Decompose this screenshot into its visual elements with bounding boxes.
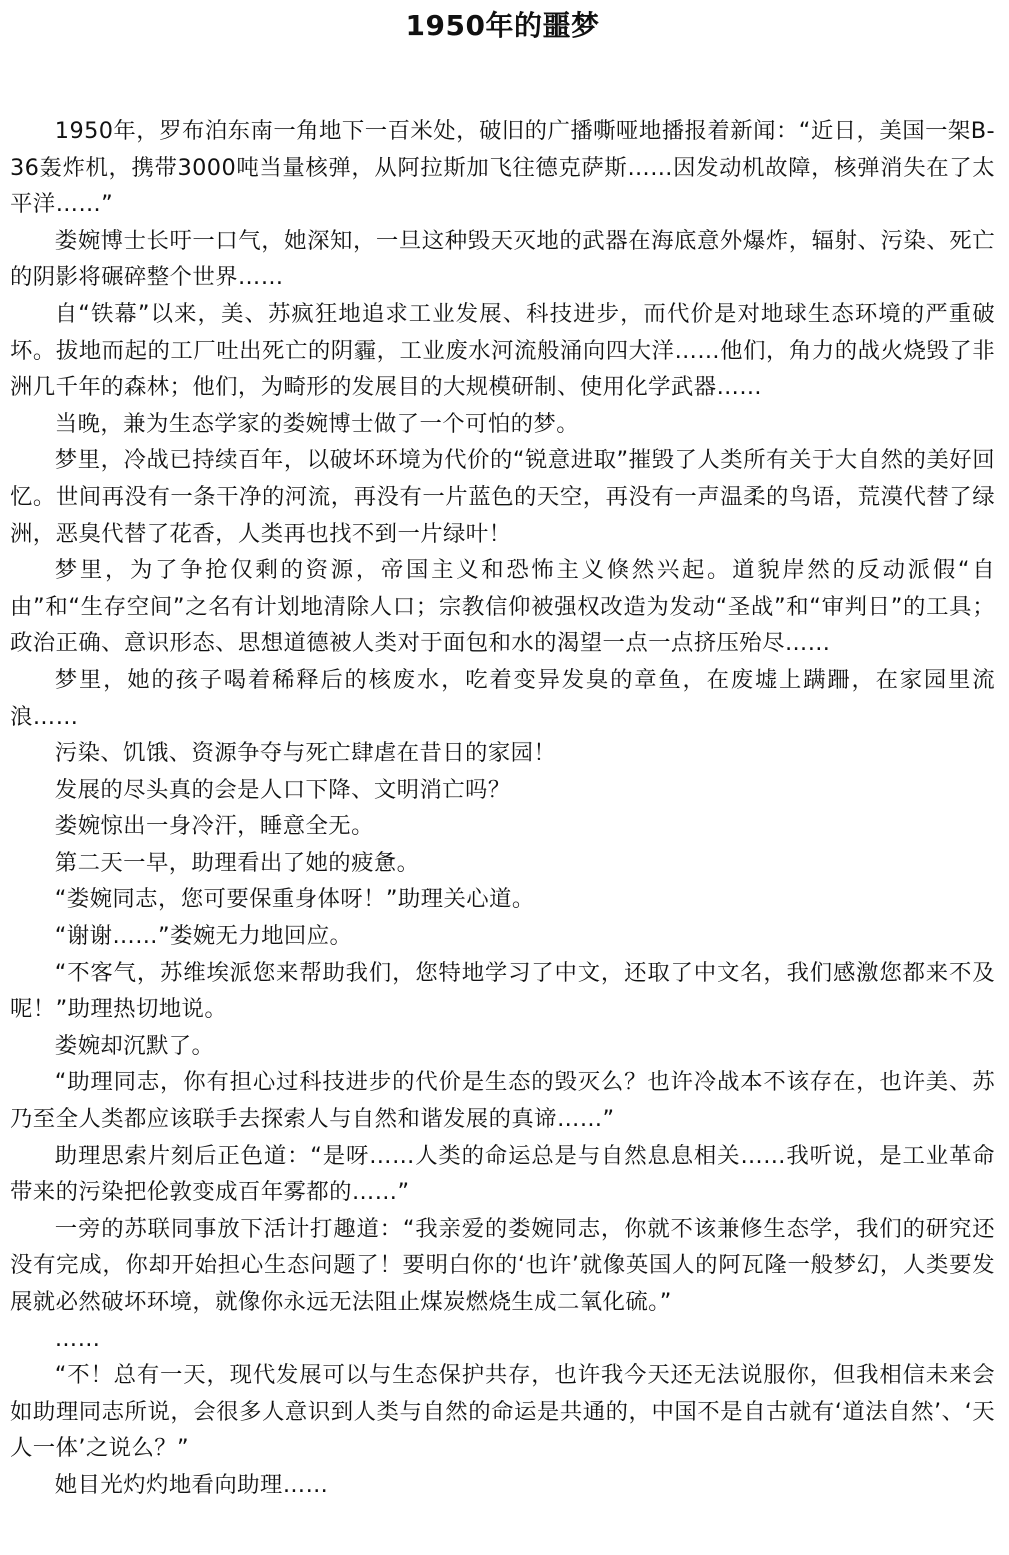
article-body <box>10 113 995 1504</box>
paragraph: 她目光灼灼地看向助理…… <box>54 1471 329 1498</box>
paragraph: 1950年，罗布泊东南一角地下一百米处，破旧的广播嘶哑地播报着新闻：“近日，美国一架B-36轰炸机，携带3000吨当量核弹，从阿拉斯加飞往德克萨斯……因发动机故障，核弹消失在了太平洋……” <box>10 118 995 218</box>
paragraph: 第二天一早，助理看出了她的疲惫。 <box>54 849 420 876</box>
paragraph: 梦里，冷战已持续百年，以破坏环境为代价的“锐意进取”摧毁了人类所有关于大自然的美好回忆。世间再没有一条干净的河流，再没有一片蓝色的天空，再没有一声温柔的鸟语，荒漠代替了绿洲，恶臭代替了花香，人类再也找不到一片绿叶！ <box>10 447 995 547</box>
paragraph: 梦里，她的孩子喝着稀释后的核废水，吃着变异发臭的章鱼，在废墟上蹒跚，在家园里流浪…… <box>10 666 995 730</box>
paragraph: “娄婉同志，您可要保重身体呀！”助理关心道。 <box>54 886 535 913</box>
paragraph: 发展的尽头真的会是人口下降、文明消亡吗？ <box>54 776 511 803</box>
paragraph: 污染、饥饿、资源争夺与死亡肆虐在昔日的家园！ <box>54 740 557 767</box>
paragraph: 娄婉博士长吁一口气，她深知，一旦这种毁天灭地的武器在海底意外爆炸，辐射、污染、死亡的阴影将碾碎整个世界…… <box>10 227 995 291</box>
article-title: 1950年的噩梦 <box>405 9 600 42</box>
paragraph: 娄婉惊出一身冷汗，睡意全无。 <box>54 813 374 840</box>
paragraph: “不客气，苏维埃派您来帮助我们，您特地学习了中文，还取了中文名，我们感激您都来不及呢！”助理热切地说。 <box>10 959 995 1023</box>
paragraph: “谢谢……”娄婉无力地回应。 <box>54 923 353 950</box>
paragraph: “助理同志，你有担心过科技进步的代价是生态的毁灭么？也许冷战本不该存在，也许美、苏乃至全人类都应该联手去探索人与自然和谐发展的真谛……” <box>10 1069 995 1133</box>
paragraph: 助理思索片刻后正色道：“是呀……人类的命运总是与自然息息相关……我听说，是工业革命带来的污染把伦敦变成百年雾都的……” <box>10 1142 995 1206</box>
paragraph: “不！总有一天，现代发展可以与生态保护共存，也许我今天还无法说服你，但我相信未来会如助理同志所说，会很多人意识到人类与自然的命运是共通的，中国不是自古就有‘道法自然’、‘天人一体’之说么？” <box>10 1362 995 1462</box>
paragraph: 自“铁幕”以来，美、苏疯狂地追求工业发展、科技进步，而代价是对地球生态环境的严重破坏。拔地而起的工厂吐出死亡的阴霾，工业废水河流般涌向四大洋……他们，角力的战火烧毁了非洲几千年的森林；他们，为畸形的发展目的大规模研制、使用化学武器…… <box>10 300 995 401</box>
paragraph: …… <box>54 1325 101 1352</box>
paragraph: 娄婉却沉默了。 <box>54 1032 215 1059</box>
paragraph: 当晚，兼为生态学家的娄婉博士做了一个可怕的梦。 <box>54 410 579 437</box>
paragraph: 一旁的苏联同事放下活计打趣道：“我亲爱的娄婉同志，你就不该兼修生态学，我们的研究还没有完成，你却开始担心生态问题了！要明白你的‘也许’就像英国人的阿瓦隆一般梦幻，人类要发展就必然破坏环境，就像你永远无法阻止煤炭燃烧生成二氧化硫。” <box>10 1215 995 1315</box>
paragraph: 梦里，为了争抢仅剩的资源，帝国主义和恐怖主义倏然兴起。道貌岸然的反动派假“自由”和“生存空间”之名有计划地清除人口；宗教信仰被强权改造为发动“圣战”和“审判日”的工具；政治正确、意识形态、思想道德被人类对于面包和水的渴望一点一点挤压殆尽…… <box>10 557 995 657</box>
